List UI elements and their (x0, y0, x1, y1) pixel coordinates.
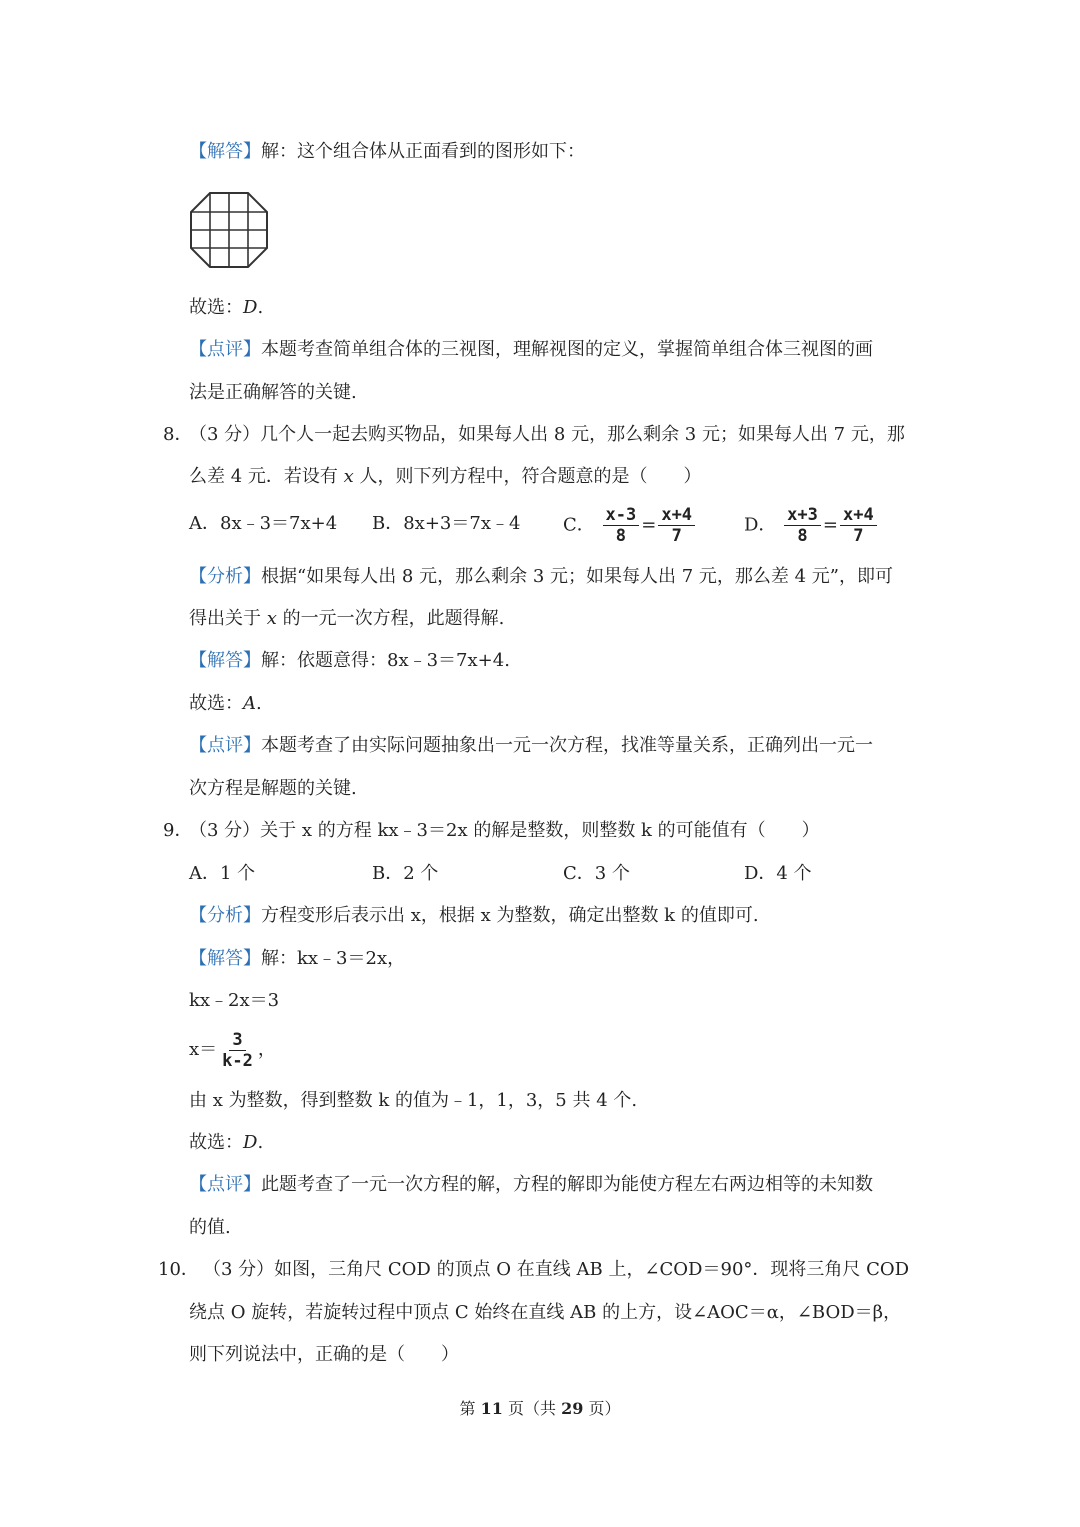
q8-choice-line: 故选：A. (189, 693, 262, 714)
q9-option-c: C．3 个 (563, 863, 630, 884)
q9-comment-line2: 的值. (189, 1217, 231, 1238)
fraction: $\frac{x+4}{7}$ (840, 505, 877, 546)
q8-stem-line1: （3 分）几个人一起去购买物品，如果每人出 8 元，那么剩余 3 元；如果每人出 7 元，那 (189, 424, 905, 445)
q8-analysis-line2: 得出关于 x 的一元一次方程，此题得解. (189, 608, 505, 629)
q9-answer-line: 【解答】解：kx﹣3＝2x， (189, 948, 406, 969)
answer-text: 解：这个组合体从正面看到的图形如下： (261, 141, 585, 162)
q8-number: 8． (163, 424, 193, 445)
fraction: $\frac{x+3}{8}$ (784, 505, 821, 546)
answer-tag: 【解答】 (189, 650, 261, 671)
q9-step1: kx﹣2x＝3 (189, 990, 280, 1011)
q7-comment-line1: 【点评】本题考查简单组合体的三视图，理解视图的定义，掌握简单组合体三视图的画 (189, 339, 873, 360)
q8-option-b: B．8x+3＝7x﹣4 (372, 513, 521, 534)
analysis-tag: 【分析】 (189, 566, 261, 587)
comment-tag: 【点评】 (189, 339, 261, 360)
answer-tag: 【解答】 (189, 141, 261, 162)
choice-letter: A (243, 693, 256, 714)
q8-analysis-line1: 【分析】根据“如果每人出 8 元，那么剩余 3 元；如果每人出 7 元，那么差 4 元”，即可 (189, 566, 893, 587)
q9-step3: 由 x 为整数，得到整数 k 的值为﹣1，1，3，5 共 4 个. (189, 1090, 638, 1111)
q8-option-a: A．8x﹣3＝7x+4 (189, 513, 338, 534)
q7-answer-line (189, 139, 585, 165)
fraction: $\frac{3}{k-2}$ (222, 1029, 253, 1071)
q9-stem-line1: （3 分）关于 x 的方程 kx﹣3＝2x 的解是整数，则整数 k 的可能值有（ ） (189, 820, 820, 841)
q9-number: 9． (163, 820, 193, 841)
q10-number: 10． (158, 1259, 199, 1280)
q8-comment-line2: 次方程是解题的关键. (189, 778, 357, 799)
choice-letter: D (243, 1132, 258, 1153)
q10-stem-line1: （3 分）如图，三角尺 COD 的顶点 O 在直线 AB 上，∠COD＝90°．现将三角尺 COD (203, 1259, 910, 1280)
q8-option-c: C． $\frac{x-3}{8}$ = $\frac{x+4}{7}$ (563, 505, 697, 546)
comment-tag: 【点评】 (189, 735, 261, 756)
q8-answer-line: 【解答】解：依题意得：8x﹣3＝7x+4. (189, 650, 510, 671)
front-view-figure (188, 191, 270, 269)
q8-stem-line2: 么差 4 元．若设有 x 人，则下列方程中，符合题意的是（ ） (189, 466, 702, 487)
analysis-tag: 【分析】 (189, 905, 261, 926)
answer-tag: 【解答】 (189, 948, 261, 969)
fraction: $\frac{x+4}{7}$ (658, 505, 695, 546)
q9-option-a: A．1 个 (189, 863, 256, 884)
q9-choice-line: 故选：D. (189, 1132, 264, 1153)
page-total: 29 (561, 1399, 584, 1418)
q9-step2: x＝ $\frac{3}{k-2}$ ， (189, 1029, 276, 1071)
q9-comment-line1: 【点评】此题考查了一元一次方程的解，方程的解即为能使方程左右两边相等的未知数 (189, 1174, 873, 1195)
page-footer: 第 11 页（共 29 页） (459, 1399, 621, 1418)
choice-letter: D (243, 297, 258, 318)
q10-stem-line3: 则下列说法中，正确的是（ ） (189, 1344, 459, 1365)
fraction: $\frac{x-3}{8}$ (603, 505, 640, 546)
q9-option-d: D．4 个 (744, 863, 812, 884)
q9-option-b: B．2 个 (372, 863, 439, 884)
comment-tag: 【点评】 (189, 1174, 261, 1195)
q9-analysis-line: 【分析】方程变形后表示出 x，根据 x 为整数，确定出整数 k 的值即可. (189, 905, 759, 926)
q10-stem-line2: 绕点 O 旋转，若旋转过程中顶点 C 始终在直线 AB 的上方，设∠AOC＝α，∠BOD＝β， (189, 1302, 902, 1323)
q8-comment-line1: 【点评】本题考查了由实际问题抽象出一元一次方程，找准等量关系，正确列出一元一 (189, 735, 873, 756)
q7-choice-line: 故选：D. (189, 297, 264, 318)
page-number: 11 (480, 1399, 503, 1418)
q8-option-d: D． $\frac{x+3}{8}$ = $\frac{x+4}{7}$ (744, 505, 879, 546)
q7-comment-line2: 法是正确解答的关键. (189, 382, 357, 403)
